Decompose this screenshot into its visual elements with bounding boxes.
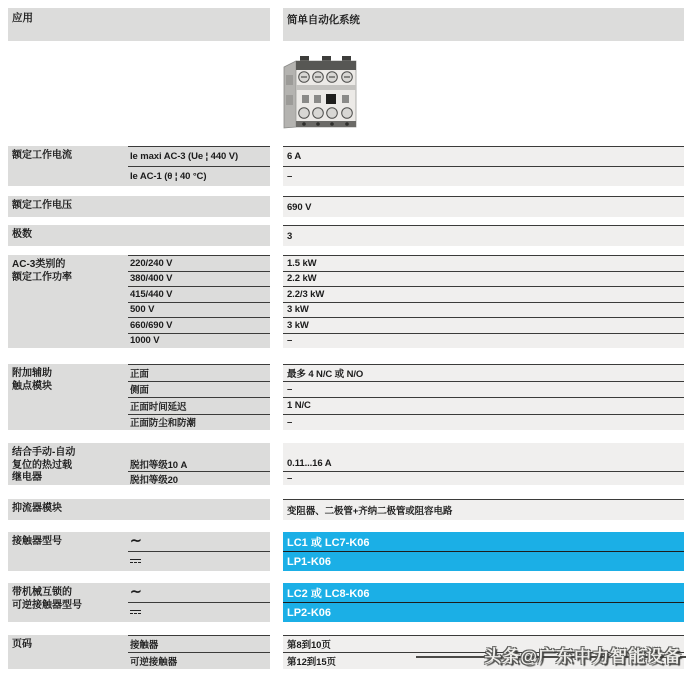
param-label: 正面防尘和防潮 (130, 418, 196, 430)
poles-label: 极数 (12, 229, 32, 240)
aux-label-line1: 附加辅助 (12, 368, 52, 379)
application-header-cell (8, 8, 270, 41)
param-value: – (283, 382, 684, 399)
aux-label-line2: 触点模块 (12, 380, 52, 392)
param-label: Ie AC-1 (θ ¦ 40 °C) (130, 171, 207, 182)
ac-symbol-icon: ∼ (130, 583, 142, 599)
pages-label: 页码 (12, 639, 32, 650)
param-label: 侧面 (128, 382, 270, 399)
model-value: LP1-K06 (283, 552, 684, 571)
param-value: 3 kW (283, 303, 684, 319)
system-value: 简单自动化系统 (287, 14, 360, 26)
suppressor-label: 抑流器模块 (12, 503, 62, 514)
model-value: LC2 或 LC8-K06 (283, 583, 684, 603)
param-label: 415/440 V (128, 287, 270, 303)
contactor-photo (283, 55, 357, 133)
param-label: 660/690 V (128, 318, 270, 334)
param-label: 1000 V (130, 335, 160, 347)
ac3-power-group (8, 255, 688, 348)
param-label: 脱扣等级20 (130, 475, 178, 486)
param-value: 变阻器、二极管+齐纳二极管或阻容电路 (287, 506, 453, 517)
param-value: 2.2 kW (283, 272, 684, 288)
ac3-label-line2: 额定工作功率 (12, 271, 72, 283)
param-value: 6 A (283, 147, 684, 167)
application-label: 应用 (12, 12, 33, 24)
overload-label-line1: 结合手动-自动 (12, 447, 76, 458)
param-label: 380/400 V (128, 272, 270, 288)
product-photo-row (283, 55, 688, 133)
param-value: 1.5 kW (283, 256, 684, 272)
param-value: 3 (287, 230, 293, 242)
reversing-label-line2: 可逆接触器型号 (12, 599, 82, 611)
model-value: LP2-K06 (283, 603, 684, 622)
param-value: 2.2/3 kW (283, 287, 684, 303)
param-label: 可逆接触器 (130, 657, 178, 668)
dc-symbol-icon (130, 610, 141, 618)
param-label: 220/240 V (128, 256, 270, 272)
ac-symbol-icon: ∼ (130, 532, 142, 548)
param-label: 正面 (128, 365, 270, 382)
watermark-text: 头条@广东中力智能设备 (484, 647, 682, 666)
overload-label-line3: 继电器 (12, 472, 42, 483)
param-value: 第8到10页 (283, 636, 684, 653)
param-label: 500 V (128, 303, 270, 319)
rated-current-label: 额定工作电流 (12, 150, 72, 161)
param-value: 3 kW (283, 318, 684, 334)
param-label: 脱扣等级10 A (128, 457, 270, 472)
watermark (416, 642, 686, 670)
param-label: 正面时间延迟 (128, 398, 270, 415)
aux-contacts-group (8, 364, 688, 430)
param-value: – (287, 416, 293, 428)
suppressor-group (8, 499, 688, 520)
param-value: – (287, 171, 293, 182)
rated-current-group (8, 146, 688, 186)
param-value: – (287, 335, 293, 347)
rated-voltage-label: 额定工作电压 (12, 200, 72, 211)
contactor-model-label: 接触器型号 (12, 536, 62, 547)
param-value: 690 V (287, 201, 312, 213)
rated-voltage-group (8, 196, 688, 217)
reversing-label-line1: 带机械互锁的 (12, 587, 72, 598)
param-value: 最多 4 N/C 或 N/O (283, 365, 684, 382)
header-row (8, 8, 688, 41)
param-label: 接触器 (128, 636, 270, 653)
param-value: 1 N/C (283, 398, 684, 415)
reversing-model-group (8, 583, 688, 622)
system-header-cell (283, 8, 684, 41)
param-label: Ie maxi AC-3 (Ue ¦ 440 V) (128, 147, 270, 167)
poles-group (8, 225, 688, 246)
contactor-model-group (8, 532, 688, 571)
model-value: LC1 或 LC7-K06 (283, 532, 684, 552)
dc-symbol-icon (130, 559, 141, 567)
param-value: 第12到15页 (287, 657, 336, 668)
overload-label-line2: 复位的热过载 (12, 459, 72, 471)
ac3-label-line1: AC-3类别的 (12, 259, 66, 270)
param-value: – (287, 472, 293, 484)
param-value: 0.11...16 A (283, 457, 684, 472)
overload-relay-group (8, 443, 688, 485)
